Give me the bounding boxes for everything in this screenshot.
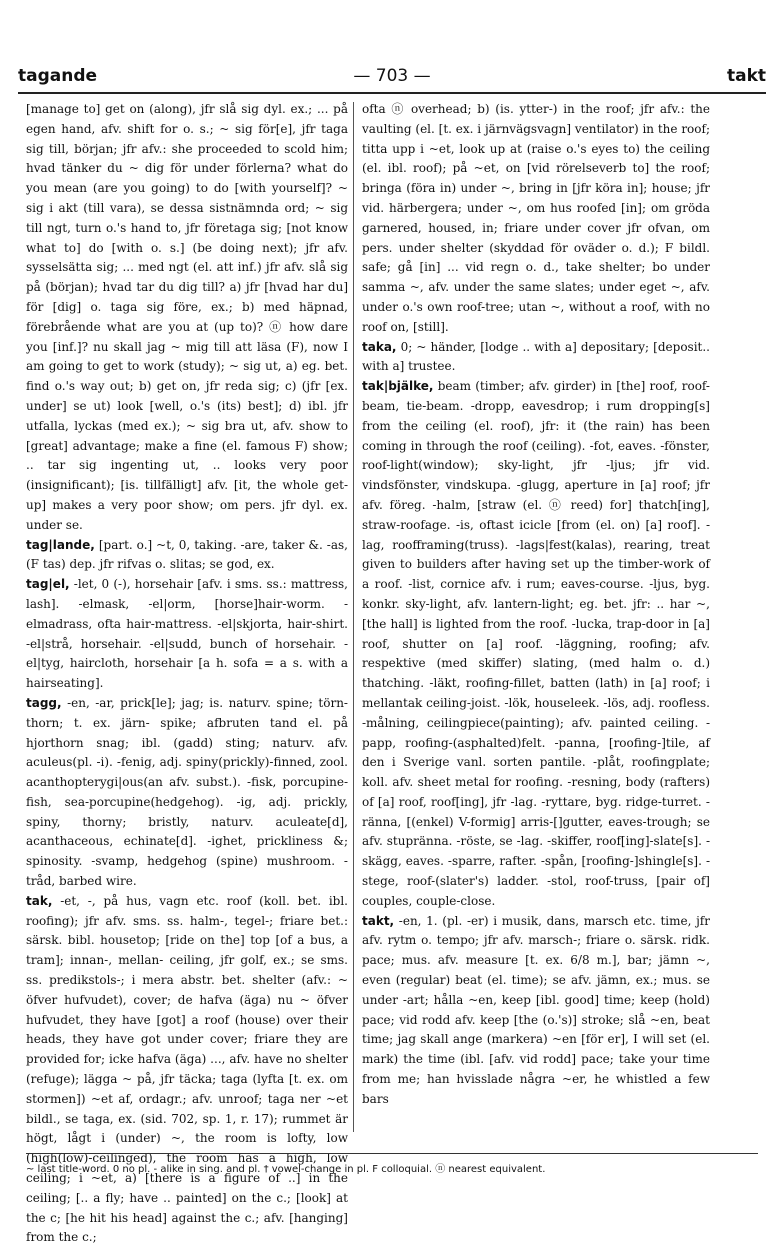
legend-text: ~ last title-word. 0 no pl. - alike in sing. and pl. † vowel-change in pl. F colloquial. ⓝ nearest equivalent.: [26, 1164, 546, 1175]
entry-headword: takt,: [362, 913, 395, 928]
abbreviation-legend: [26, 1153, 758, 1175]
dictionary-entry: [26, 892, 348, 1248]
entry-body: -et, -, på hus, vagn etc. roof (koll. bet. ibl. roofing); jfr afv. sms. ss. halm-, tegel-; friare bet.: särsk. bibl. housetop; [ride on the] top [of a bus, a tram]; innan-, mellan- ceiling, jfr golf, ex.; se sms. ss. predikstols-; i mera abstr. bet. shelter (afv.: ~ öfver hufvudet), cover; de hafva (äga) nu ~ öfver hufvudet, they have [got] a roof (house) over their heads, they have got under cover; friare they are provided for; icke hafva (äga) ..., afv. have no shelter (refuge); lägga ~ på, jfr täcka; taga (lyfta [t. ex. om stormen]) ~et af, ordagr.; afv. unroof; taga ner ~et bildl., se taga, ex. (sid. 702, sp. 1, r. 17); rummet är högt, lågt i (under) ~, the room is lofty, low (high(low)-ceilinged), the room has a high, low ceiling; i ~et, a) [there is a figure of ..] in the ceiling; [.. a fly; have .. painted] on the c.; [look] at the c; [he hit his head] against the c.; afv. [hanging] from the c.;: [26, 893, 348, 1245]
entry-headword: tag|lande,: [26, 537, 95, 552]
right-column: [362, 100, 710, 1134]
entry-body: -en, -ar, prick[le]; jag; is. naturv. spine; törn- thorn; t. ex. järn- spike; afbruten tand el. på hjorthorn snag; ibl. (gadd) sting; naturv. afv. aculeus(pl. -i). -fenig, adj. spiny(prickly)-finned, zool. acanthopterygi|ous(an afv. subst.). -fisk, porcupine-fish, sea-porcupine(hedgehog). -ig, adj. prickly, spiny, thorny; bristly, naturv. aculeate[d], acanthaceous, echinate[d]. -ighet, prickliness &; spinosity. -svamp, hedgehog (spine) mushroom. -tråd, barbed wire.: [26, 695, 348, 889]
dictionary-entry: [26, 575, 348, 694]
entry-headword: taka,: [362, 339, 397, 354]
page-header: [18, 62, 766, 94]
header-guide-word-left: tagande: [18, 66, 98, 86]
entry-body: 0; ~ händer, [lodge .. with a] depositary; [deposit.. with a] trustee.: [362, 339, 710, 374]
continued-entry: ofta ⓝ overhead; b) (is. ytter-) in the roof; jfr afv.: the vaulting (el. [t. ex. i järnvägsvagn] ventilator) in the roof; titta upp i ~et, look up at (raise o.'s eyes to) the ceiling (el. ibl. roof); på ~et, on [vid rörelseverb to] the roof; bringa (föra in) under ~, bring in [jfr köra in]; house; jfr vid. härbergera; under ~, om hus roofed [in]; om gröda garnered, housed, in; friare under cover jfr ofvan, om pers. under shelter (skyddad för oväder o. d.); F bildl. safe; gå [in] ... vid regn o. d., take shelter; bo under samma ~, afv. under the same slates; under eget ~, afv. under o.'s own roof-tree; utan ~, without a roof, with no roof on, [still].: [362, 102, 710, 334]
entry-body: beam (timber; afv. girder) in [the] roof, roof-beam, tie-beam. -dropp, eavesdrop; i rum dropping[s] from the ceiling (el. roof), jfr: it (the rain) has been coming in through the roof (ceiling). -fot, eaves. -fönster, roof-light(window); sky-light, jfr -ljus; jfr vid. vindsfönster, vindskupa. -glugg, aperture in [a] roof; jfr afv. föreg. -halm, [straw (el. ⓝ reed) for] thatch[ing], straw-roofage. -is, oftast icicle [from (el. on) [a] roof]. -lag, roofframing(truss). -lags|fest(kalas), rearing, treat given to builders after having set up the timber-work of a roof. -list, cornice afv. i rum; eaves-course. -ljus, byg. konkr. sky-light, afv. lantern-light; eg. bet. jfr: .. har ~, [the hall] is lighted from the roof. -lucka, trap-door in [a] roof, shutter on [a] roof. -läggning, roofing; afv. respektive (med skiffer) slating, (med halm o. d.) thatching. -läkt, roofing-fillet, batten (lath) in [a] roof; i mellantak ceiling-joist. -lök, houseleek. -lös, adj. roofless. -målning, ceilingpiece(painting); afv. painted ceiling. -papp, roofing-(asphalted)felt. -panna, [roofing-]tile, af den i Sverige vanl. sorten pantile. -plåt, roofingplate; koll. afv. sheet metal for roofing. -resning, body (rafters) of [a] roof, roof[ing], jfr -lag. -ryttare, byg. ridge-turret. -ränna, [(enkel) V-formig] arris-[]gutter, eaves-trough; se afv. stupränna. -röste, se -lag. -skiffer, roof[ing]-slate[s]. -skägg, eaves. -sparre, rafter. -spån, [roofing-]shingle[s]. -stege, roof-(slater's) ladder. -stol, roof-truss, [pair of] couples, couple-close.: [362, 379, 710, 908]
entry-headword: tak|bjälke,: [362, 379, 434, 394]
dictionary-entry: [362, 377, 710, 912]
entry-body: [part. o.] ~t, 0, taking. -are, taker &. -as, (F tas) dep. jfr rifvas o. slitas; se god, ex.: [26, 537, 348, 572]
page-number: — 703 —: [353, 66, 431, 86]
continued-entry: [manage to] get on (along), jfr slå sig dyl. ex.; ... på egen hand, afv. shift for o. s.; ~ sig för[e], jfr taga sig till, början; jfr afv.: she proceeded to scold him; hvad tänker du ~ dig för under förlerna? what do you mean (are you going) to do [with yourself]? ~ sig i akt (till vara), se dessa sistnämnda ord; ~ sig till ngt, turn o.'s hand to, jfr företaga sig; [not know what to] do [with o. s.] (be doing next); jfr afv. sysselsätta sig; ... med ngt (el. att inf.) jfr afv. slå sig på (början); hvad tar du dig till? a) jfr [hvad har du] för [dig] o. taga sig före, ex.; b) med häpnad, förebrående what are you at (up to)? ⓝ how dare you [inf.]? nu skall jag ~ mig till att läsa (F), now I am going to get to work (study); ~ sig ut, a) eg. bet. find o.'s way out; b) get on, jfr reda sig; c) (jfr [ex. under] se ut) look [well, o.'s (its) best]; d) ibl. jfr utfalla, lyckas (med ex.); ~ sig bra ut, afv. show to [great] advantage; make a fine (el. famous F) show; .. tar sig ingenting ut, .. looks very poor (insignificant); [is. tillfälligt] afv. [it, the whole get-up] makes a very poor show; om pers. jfr dyl. ex. under se.: [26, 102, 348, 532]
dictionary-entry: [26, 694, 348, 892]
header-guide-word-right: takt: [726, 66, 766, 86]
entry-headword: tak,: [26, 893, 53, 908]
dictionary-entry: [362, 338, 710, 378]
dictionary-entry: [362, 912, 710, 1110]
column-divider: [353, 102, 354, 1132]
entry-headword: tag|el,: [26, 577, 70, 592]
entry-headword: tagg,: [26, 695, 62, 710]
entry-body: -let, 0 (-), horsehair [afv. i sms. ss.: mattress, lash]. -elmask, -el|orm, [horse]hair-worm. -elmadrass, ofta hair-mattress. -el|skjorta, hair-shirt. -el|strå, horsehair. -el|sudd, bunch of horsehair. -el|tyg, haircloth, horsehair [a h. sofa = a s. with a hairseating].: [26, 577, 348, 691]
entry-body: -en, 1. (pl. -er) i musik, dans, marsch etc. time, jfr afv. rytm o. tempo; jfr afv. marsch-; friare o. särsk. ridk. pace; mus. afv. measure [t. ex. 6/8 m.], bar; jämn ~, even (regular) beat (el. time); se afv. jämn, ex.; mus. se under -art; hålla ~en, keep [ibl. good] time; keep (hold) pace; vid rodd afv. keep [the (o.'s)] stroke; slå ~en, beat time; jag skall ange (markera) ~en [för er], I will set (el. mark) the time (ibl. [afv. vid rodd] pace; take your time from me; han hvisslade några ~er, he whistled a few bars: [362, 913, 710, 1106]
dictionary-entry: [26, 536, 348, 576]
